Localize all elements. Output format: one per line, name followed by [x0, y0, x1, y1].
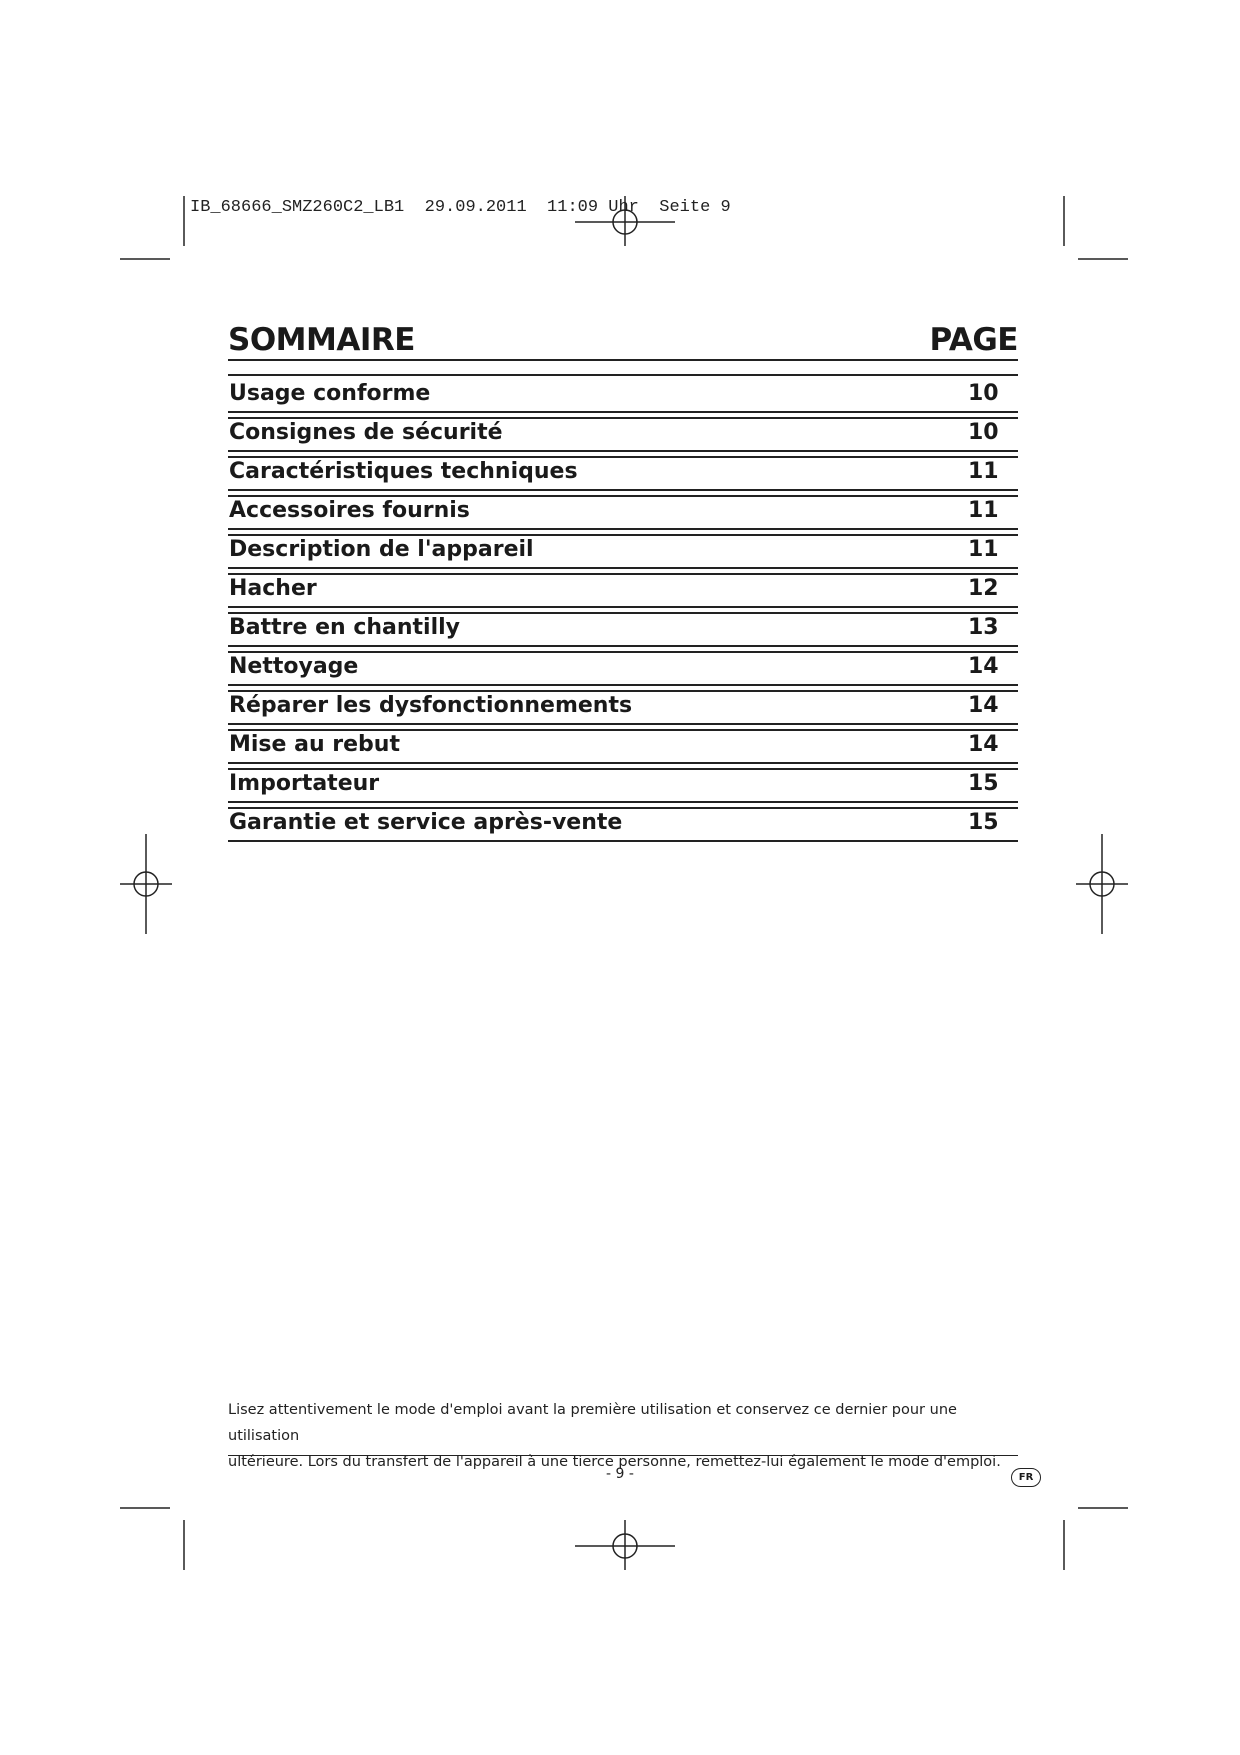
- toc-entry-garantie-service[interactable]: [228, 803, 1018, 842]
- toc-entry-title: Battre en chantilly: [229, 615, 461, 640]
- toc-entry-title: Nettoyage: [229, 654, 359, 679]
- usage-note-line-1: Lisez attentivement le mode d'emploi avant la première utilisation et conservez ce dernier pour une utilisation: [228, 1402, 957, 1444]
- toc-header: [228, 322, 1018, 358]
- registration-mark-right: [1076, 834, 1128, 934]
- toc-entry-page: 12: [968, 576, 999, 601]
- usage-note-line-2: ultérieure. Lors du transfert de l'appareil à une tierce personne, remettez-lui également le mode d'emploi.: [228, 1454, 1001, 1470]
- toc-entry-page: 11: [968, 459, 999, 484]
- toc-entry-page: 11: [968, 537, 999, 562]
- toc-entry-title: Garantie et service après-vente: [229, 810, 623, 835]
- toc-entry-title: Caractéristiques techniques: [229, 459, 578, 484]
- toc-heading: SOMMAIRE: [228, 322, 415, 358]
- toc-entry-page: 14: [968, 732, 999, 757]
- usage-note: [228, 1397, 1018, 1475]
- toc-entry-hacher[interactable]: [228, 569, 1018, 608]
- toc-entry-battre-chantilly[interactable]: [228, 608, 1018, 647]
- toc-entry-accessoires-fournis[interactable]: [228, 491, 1018, 530]
- toc-entry-nettoyage[interactable]: [228, 647, 1018, 686]
- toc-entry-page: 11: [968, 498, 999, 523]
- toc-entry-page: 15: [968, 810, 999, 835]
- toc-entry-title: Importateur: [229, 771, 380, 796]
- toc-entry-title: Mise au rebut: [229, 732, 400, 757]
- language-badge: FR: [1011, 1468, 1041, 1487]
- toc-entry-page: 14: [968, 693, 999, 718]
- toc-entry-description-appareil[interactable]: [228, 530, 1018, 569]
- registration-mark-bottom: [575, 1520, 675, 1570]
- toc-entry-page: 10: [968, 420, 999, 445]
- toc-entry-reparer-dysfonctionnements[interactable]: [228, 686, 1018, 725]
- registration-mark-left: [120, 834, 172, 934]
- header-rule: [228, 359, 1018, 361]
- toc-entry-title: Réparer les dysfonctionnements: [229, 693, 633, 718]
- toc-entry-consignes-securite[interactable]: [228, 413, 1018, 452]
- page-number: - 9 -: [606, 1466, 634, 1482]
- toc-entry-title: Consignes de sécurité: [229, 420, 503, 445]
- toc-page-heading: PAGE: [929, 322, 1018, 358]
- toc-entry-page: 13: [968, 615, 999, 640]
- toc-entry-title: Hacher: [229, 576, 317, 601]
- print-slug-line: IB_68666_SMZ260C2_LB1 29.09.2011 11:09 Uhr Seite 9: [190, 198, 731, 217]
- toc-entry-importateur[interactable]: [228, 764, 1018, 803]
- toc-entry-title: Description de l'appareil: [229, 537, 534, 562]
- toc-entry-page: 15: [968, 771, 999, 796]
- footer-rule: [228, 1455, 1018, 1456]
- toc-entry-usage-conforme[interactable]: [228, 374, 1018, 413]
- toc-entry-caracteristiques-techniques[interactable]: [228, 452, 1018, 491]
- toc-entry-mise-au-rebut[interactable]: [228, 725, 1018, 764]
- toc-entry-page: 14: [968, 654, 999, 679]
- toc-entry-title: Accessoires fournis: [229, 498, 470, 523]
- toc-entry-page: 10: [968, 381, 999, 406]
- toc-list: [228, 374, 1018, 842]
- toc-entry-title: Usage conforme: [229, 381, 431, 406]
